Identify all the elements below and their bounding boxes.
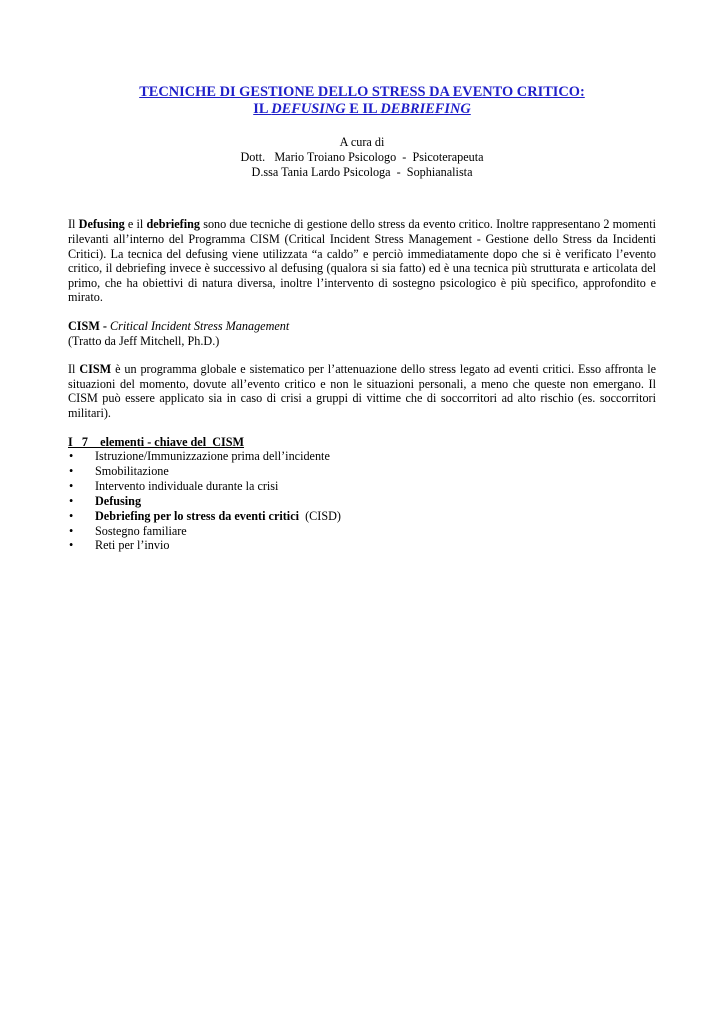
list-item-text: Debriefing per lo stress da eventi critici	[95, 508, 299, 523]
list-item	[68, 494, 656, 509]
cism-text-1: Il	[68, 362, 80, 377]
byline	[68, 135, 656, 179]
list-item-text: Smobilitazione	[95, 464, 169, 478]
list-item-text: Intervento individuale durante la crisi	[95, 478, 279, 493]
document-page	[68, 84, 656, 553]
cism-text-2: è un programma globale e sistematico per l’attenuazione dello stress legato ad eventi critici. Esso affronta le situazioni del momento, dovute all’evento critico e non le situazioni personali, a meno che queste non emergano. Il CISM può essere applicato sia in caso di crisi a gruppi di vittime che di soccorritori ad alto rischio (es. soccorritori militari).	[68, 362, 656, 420]
curated-by: A cura di	[339, 135, 385, 149]
title-line-1: TECNICHE DI GESTIONE DELLO STRESS DA EVENTO CRITICO:	[139, 84, 585, 100]
bullet-icon: •	[69, 464, 74, 478]
bullet-icon: •	[69, 449, 74, 464]
list-item	[68, 509, 656, 524]
bullet-icon: •	[69, 538, 74, 553]
title-defusing: DEFUSING	[271, 101, 346, 117]
bullet-icon: •	[69, 493, 74, 508]
intro-text-2: e il	[124, 217, 147, 232]
elements-heading: I 7 elementi - chiave del CISM	[68, 434, 245, 449]
document-title	[68, 84, 656, 118]
list-item-text: Sostegno familiare	[95, 523, 187, 538]
intro-defusing-bold: Defusing	[78, 217, 125, 232]
bullet-icon: •	[69, 523, 74, 538]
author-2: D.ssa Tania Lardo Psicologa - Sophianalista	[251, 164, 473, 179]
cism-bold: CISM	[79, 362, 112, 377]
intro-debriefing-bold: debriefing	[146, 217, 200, 232]
intro-text-1: Il	[68, 217, 79, 232]
author-1: Dott. Mario Troiano Psicologo - Psicoterapeuta	[240, 149, 484, 164]
cism-full-name: Critical Incident Stress Management	[109, 318, 290, 333]
elements-list	[68, 449, 656, 553]
list-item-extra: (CISD)	[299, 508, 341, 523]
list-item-text: Istruzione/Immunizzazione prima dell’incidente	[95, 449, 330, 464]
list-item-text: Reti per l’invio	[95, 538, 170, 553]
list-item	[68, 479, 656, 494]
list-item-text: Defusing	[95, 493, 142, 508]
bullet-icon: •	[69, 478, 74, 493]
cism-source: (Tratto da Jeff Mitchell, Ph.D.)	[68, 333, 220, 348]
list-item	[68, 524, 656, 539]
intro-paragraph	[68, 217, 656, 305]
title-debriefing: DEBRIEFING	[380, 101, 471, 117]
title-line-2-prefix: IL	[253, 101, 272, 117]
cism-paragraph	[68, 362, 656, 420]
list-item	[68, 538, 656, 553]
cism-heading	[68, 319, 656, 348]
bullet-icon: •	[69, 508, 74, 523]
title-line-2-middle: E IL	[345, 101, 381, 117]
intro-text-3: sono due tecniche di gestione dello stress da evento critico. Inoltre rappresentano 2 momenti rilevanti all’interno del Programma CISM (Critical Incident Stress Management - Gestione dello Stress da Incidenti Critici). La tecnica del defusing viene utilizzata “a caldo” e perciò immediatamente dopo che si è verificato l’evento critico, il debriefing invece è successivo al defusing (qualora si sia fatto) ed è una tecnica più strutturata e articolata del primo, che ha obiettivi di natura diversa, inoltre l’intervento di sostegno psicologico è più specifico, approfondito e mirato.	[68, 217, 656, 305]
list-item	[68, 464, 656, 479]
cism-label: CISM -	[68, 318, 110, 333]
list-item	[68, 449, 656, 464]
